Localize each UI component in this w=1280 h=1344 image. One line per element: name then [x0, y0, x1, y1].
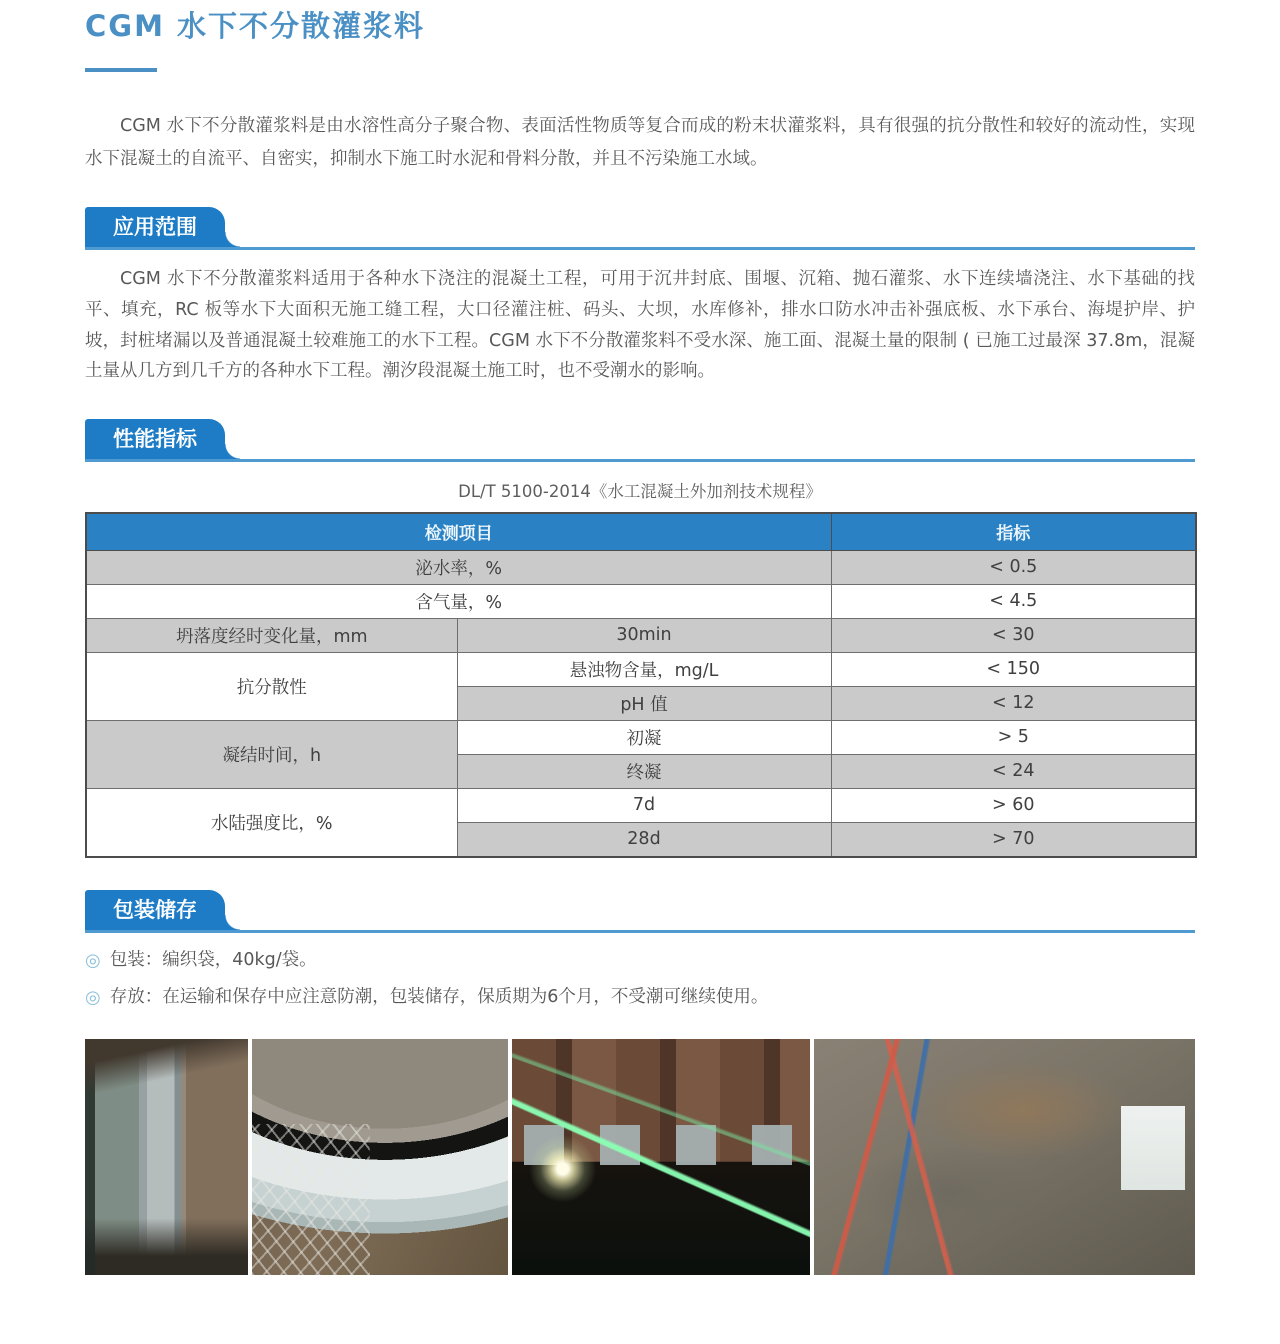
value-cell: < 30: [831, 618, 1196, 652]
intro-paragraph: CGM 水下不分散灌浆料是由水溶性高分子聚合物、表面活性物质等复合而成的粉末状灌浆料，具有很强的抗分散性和较好的流动性，实现水下混凝土的自流平、自密实，抑制水下施工时水泥和骨料分散，并且不污染施工水域。: [85, 115, 1195, 169]
performance-tab: [85, 419, 225, 459]
section-performance: [85, 419, 1195, 858]
bullet-text: 存放：在运输和保存中应注意防潮，包装储存，保质期为6个月，不受潮可继续使用。: [109, 987, 769, 1008]
value-cell: < 4.5: [831, 584, 1196, 618]
sub-item-cell: 初凝: [457, 720, 831, 754]
value-cell: > 60: [831, 788, 1196, 822]
bullet-text: 包装：编织袋，40kg/袋。: [109, 949, 317, 970]
bullet-storage: [85, 984, 1195, 1011]
section-heading-packaging: [85, 890, 1195, 933]
bullet-packaging: [85, 947, 1195, 974]
performance-table: [85, 512, 1197, 858]
section-rule: [85, 930, 1195, 933]
table-row: [86, 618, 1196, 652]
item-cell: 泌水率，%: [86, 550, 831, 584]
application-paragraph: CGM 水下不分散灌浆料适用于各种水下浇注的混凝土工程，可用于沉井封底、围堰、沉箱、抛石灌浆、水下连续墙浇注、水下基础的找平、填充，RC 板等水下大面积无施工缝工程，大口径灌注桩、码头、大坝，水库修补，排水口防水冲击补强底板、水下承台、海堤护岸、护坡，封桩堵漏以及普通混凝土较难施工的水下工程。CGM 水下不分散灌浆料不受水深、施工面、混凝土量的限制 ( 已施工过最深 37.8m，混凝土量从几方到几千方的各种水下工程。潮汐段混凝土施工时，也不受潮水的影响。: [85, 269, 1195, 382]
table-row: [86, 788, 1196, 822]
table-header-row: [86, 513, 1196, 551]
value-cell: < 0.5: [831, 550, 1196, 584]
section-heading-application: [85, 207, 1195, 250]
packaging-tab-label: 包装储存: [113, 897, 197, 922]
standard-caption: DL/T 5100-2014《水工混凝土外加剂技术规程》: [458, 481, 822, 501]
item-cell: 凝结时间，h: [86, 720, 457, 788]
sub-item-cell: 悬浊物含量，mg/L: [457, 652, 831, 686]
photo-bridge-pier-column: [85, 1039, 248, 1275]
photo-pier-base-repair: [252, 1039, 508, 1275]
sub-item-cell: 终凝: [457, 754, 831, 788]
value-cell: > 70: [831, 822, 1196, 857]
ring-bullet-icon: ◎: [85, 949, 101, 971]
value-cell: < 24: [831, 754, 1196, 788]
item-cell: 抗分散性: [86, 652, 457, 720]
sub-item-cell: pH 值: [457, 686, 831, 720]
photo-caisson-top-view: [814, 1039, 1195, 1275]
section-packaging: [85, 890, 1195, 1011]
photo-night-piers-laser: [512, 1039, 810, 1275]
item-cell: 坍落度经时变化量，mm: [86, 618, 457, 652]
sub-item-cell: 7d: [457, 788, 831, 822]
photo-strip: [85, 1039, 1195, 1275]
application-tab-label: 应用范围: [113, 215, 197, 240]
table-row: [86, 550, 1196, 584]
sub-item-cell: 28d: [457, 822, 831, 857]
value-cell: < 12: [831, 686, 1196, 720]
item-cell: 含气量，%: [86, 584, 831, 618]
table-row: [86, 652, 1196, 686]
value-cell: < 150: [831, 652, 1196, 686]
table-row: [86, 720, 1196, 754]
section-rule: [85, 459, 1195, 462]
value-cell: > 5: [831, 720, 1196, 754]
application-tab: [85, 207, 225, 247]
item-cell: 水陆强度比，%: [86, 788, 457, 857]
table-header-item: 检测项目: [86, 513, 831, 551]
packaging-tab: [85, 890, 225, 930]
table-row: [86, 584, 1196, 618]
table-header-value: 指标: [831, 513, 1196, 551]
section-rule: [85, 247, 1195, 250]
title-underline: [85, 68, 157, 72]
packaging-bullet-list: [85, 947, 1195, 1011]
section-heading-performance: [85, 419, 1195, 462]
sub-item-cell: 30min: [457, 618, 831, 652]
performance-tab-label: 性能指标: [113, 426, 197, 451]
section-application: [85, 207, 1195, 387]
page-title: CGM 水下不分散灌浆料: [85, 9, 426, 43]
ring-bullet-icon: ◎: [85, 987, 101, 1009]
